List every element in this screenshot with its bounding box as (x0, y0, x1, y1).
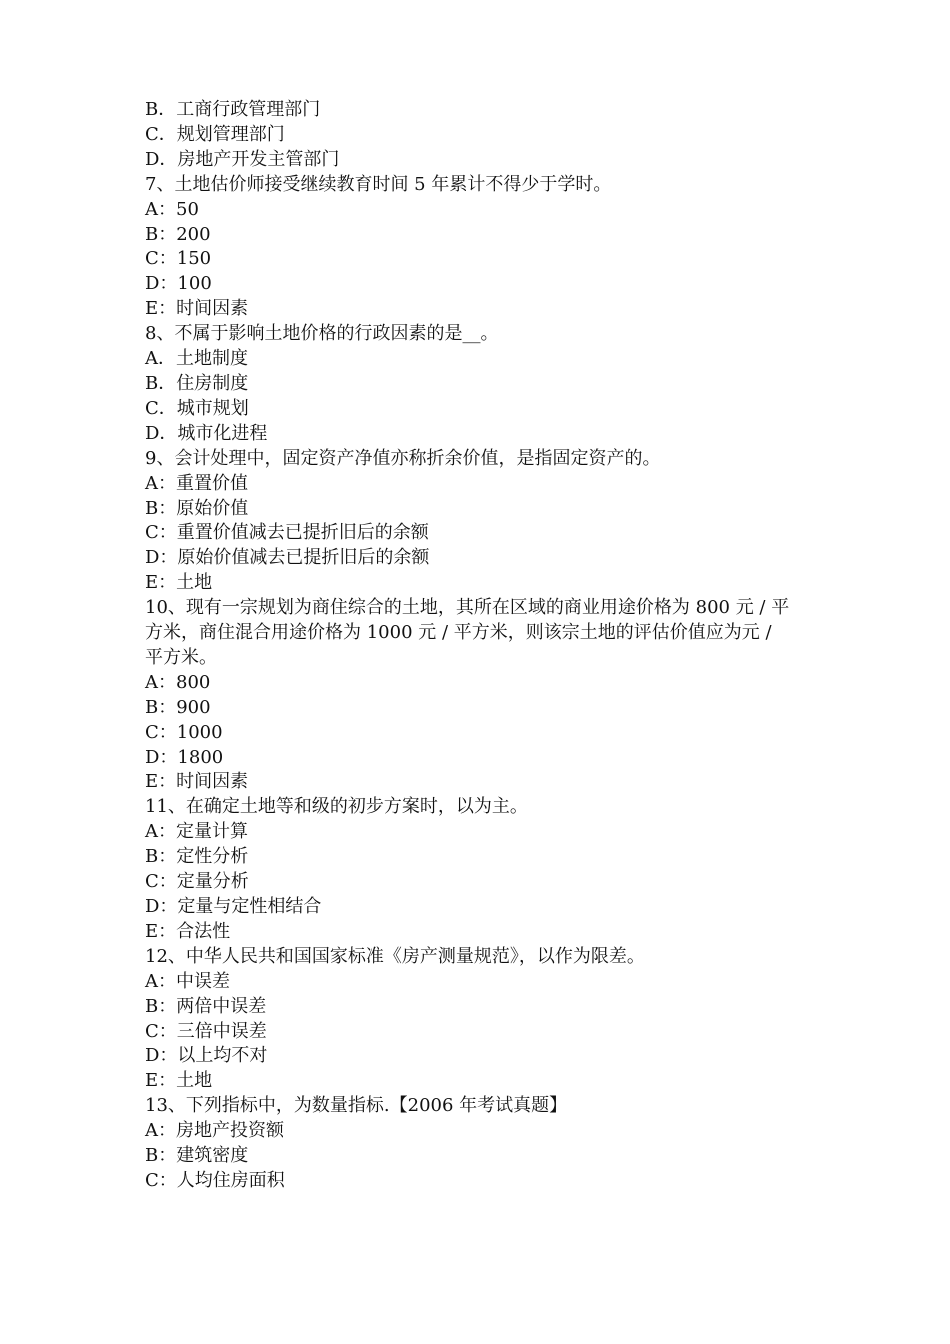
option-b: B．工商行政管理部门 (145, 99, 321, 120)
option-b: B：两倍中误差 (145, 995, 267, 1017)
option-e: E：时间因素 (145, 298, 249, 320)
question-13: 13、下列指标中，为数量指标.【2006 年考试真题】 (145, 1095, 568, 1117)
option-c: C：人均住房面积 (145, 1169, 285, 1191)
question-10-line-1: 10、现有一宗规划为商住综合的土地，其所在区域的商业用途价格为 800 元 / 平 (145, 597, 790, 619)
option-a: A：重置价值 (145, 472, 248, 494)
option-d: D：1800 (145, 746, 224, 768)
option-b: B：900 (145, 696, 211, 718)
option-a: A：中误差 (145, 970, 230, 992)
option-a: A：定量计算 (145, 821, 248, 843)
option-d: D：定量与定性相结合 (145, 896, 322, 917)
option-e: E：时间因素 (145, 771, 249, 793)
question-8: 8、不属于影响土地价格的行政因素的是__。 (145, 323, 499, 345)
option-d: D：以上均不对 (145, 1045, 268, 1067)
option-d: D．房地产开发主管部门 (145, 148, 340, 170)
option-d: D．城市化进程 (145, 422, 268, 444)
option-c: C．城市规划 (145, 397, 249, 419)
option-c: C：1000 (145, 721, 223, 743)
option-b: B：原始价值 (145, 497, 249, 519)
question-10-line-3: 平方米。 (145, 646, 217, 668)
question-9: 9、会计处理中，固定资产净值亦称折余价值，是指固定资产的。 (145, 447, 661, 469)
option-b: B：建筑密度 (145, 1145, 249, 1167)
option-d: D：原始价值减去已提折旧后的余额 (145, 547, 430, 569)
question-7: 7、土地估价师接受继续教育时间 5 年累计不得少于学时。 (145, 173, 612, 195)
option-c: C：定量分析 (145, 871, 249, 893)
option-e: E：合法性 (145, 920, 231, 942)
document-body (145, 98, 815, 1194)
option-c: C：重置价值减去已提折旧后的余额 (145, 522, 429, 544)
question-10-line-2: 方米，商住混合用途价格为 1000 元 / 平方米，则该宗土地的评估价值应为元 / (145, 622, 772, 644)
option-a: A：800 (145, 671, 211, 693)
option-a: A．土地制度 (145, 348, 248, 370)
option-e: E：土地 (145, 572, 213, 594)
option-c: C．规划管理部门 (145, 123, 285, 145)
option-b: B．住房制度 (145, 372, 249, 394)
option-a: A：房地产投资额 (145, 1120, 284, 1142)
option-c: C：三倍中误差 (145, 1020, 267, 1042)
option-b: B：200 (145, 223, 211, 245)
question-11: 11、在确定土地等和级的初步方案时，以为主。 (145, 796, 528, 818)
option-e: E：土地 (145, 1070, 213, 1092)
option-d: D：100 (145, 273, 212, 295)
option-b: B：定性分析 (145, 846, 249, 868)
option-a: A：50 (145, 198, 199, 220)
option-c: C：150 (145, 248, 212, 270)
question-12: 12、中华人民共和国国家标准《房产测量规范》，以作为限差。 (145, 945, 645, 967)
